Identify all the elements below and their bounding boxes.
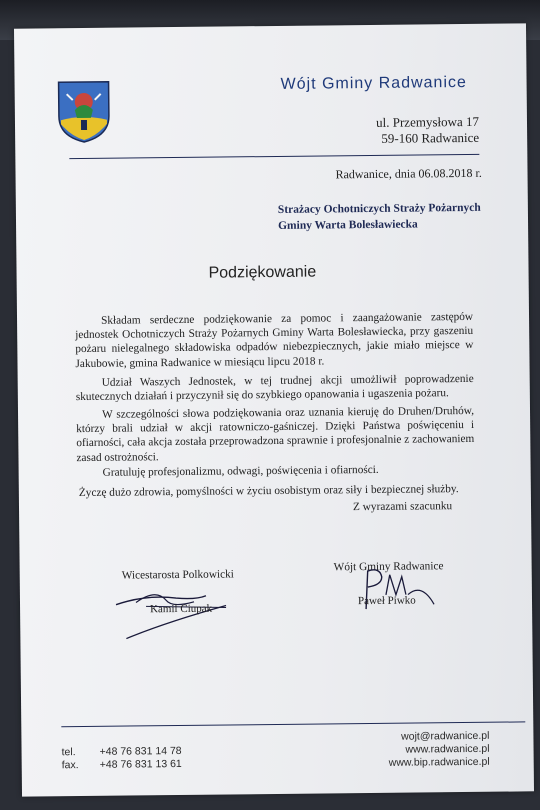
footer-divider — [61, 721, 525, 727]
letter-sheet — [14, 23, 534, 796]
body-paragraph-5: Życzę dużo zdrowia, pomyślności w życiu osobistym oraz siły i bezpiecznej służby. — [78, 483, 459, 500]
signature-left-name: Kamil Ciupak — [150, 602, 213, 616]
subject-title: Podziękowanie — [208, 263, 317, 282]
recipient-line-2: Gminy Warta Bolesławiecka — [278, 218, 418, 232]
date-line: Radwanice, dnia 06.08.2018 r. — [335, 165, 482, 182]
header-title: Wójt Gminy Radwanice — [280, 73, 467, 93]
body-paragraph-1: Składam serdeczne podziękowanie za pomoc i zaangażowanie zastępów jednostek Ochotniczych Straży Pożarnych Gminy Warta Bolesławiecka, przy gaszeniu pożaru nielegalnego składowiska odpadów niebezpiecznych, jakie miało miejsce w Jakubowie, gmina Radwanice w miesiącu lipcu 2018 r. — [75, 310, 474, 370]
fax-label: fax. — [61, 759, 79, 772]
tel-value: +48 76 831 14 78 — [99, 744, 182, 758]
signature-left-role: Wicestarosta Polkowicki — [121, 568, 234, 582]
footer-bip: www.bip.radwanice.pl — [388, 755, 490, 769]
header-address-city: 59-160 Radwanice — [381, 129, 480, 146]
coat-of-arms-icon — [57, 80, 112, 145]
header-divider — [69, 154, 479, 159]
body-paragraph-2: Udział Waszych Jednostek, w tej trudnej akcji umożliwił poprowadzenie skutecznych działań i przyczynił się do szybkiego opanowania i ugaszenia pożaru. — [75, 372, 474, 404]
footer-website: www.radwanice.pl — [405, 742, 490, 756]
tel-label: tel. — [61, 746, 76, 759]
fax-value: +48 76 831 13 61 — [99, 757, 182, 771]
recipient-line-1: Strażacy Ochotniczych Straży Pożarnych — [277, 201, 481, 216]
body-paragraph-3: W szczególności słowa podziękowania oraz uznania kieruję do Druhen/Druhów, którzy brali udział w akcji ratowniczo-gaśniczej. Dzięki Państwa poświęceniu i ofiarności, cała akcja została przeprowadzona sprawnie i profesjonalnie z zachowaniem zasad ostrożności. — [76, 404, 475, 464]
footer-email: wojt@radwanice.pl — [401, 729, 490, 743]
signature-right-role: Wójt Gminy Radwanice — [333, 560, 444, 574]
closing-phrase: Z wyrazami szacunku — [352, 500, 453, 514]
header-address-street: ul. Przemysłowa 17 — [376, 113, 480, 130]
footer-contact-web — [388, 730, 489, 770]
signature-right-name: Paweł Piwko — [357, 594, 416, 608]
body-paragraph-4: Gratuluję profesjonalizmu, odwagi, poświęcenia i ofiarności. — [102, 463, 379, 479]
footer-contact-phone — [62, 745, 182, 772]
